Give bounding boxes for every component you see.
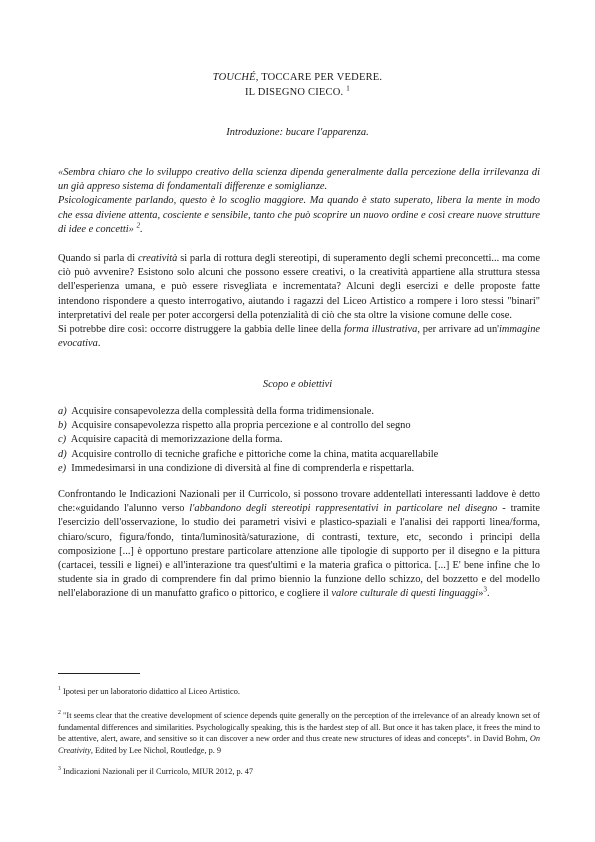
quote-paragraph-2 (58, 194, 540, 237)
document-subtitle (0, 83, 595, 98)
p1-text-f: , per arrivare ad un' (417, 324, 500, 336)
quote-end: . (140, 223, 143, 235)
footnote-1-number: 1 (58, 686, 61, 693)
list-item (58, 448, 540, 462)
p2-text-e: » (478, 588, 484, 600)
footnote-3-number: 3 (58, 766, 61, 773)
section-heading-scopo: Scopo e obiettivi (262, 379, 333, 390)
p1-text-b: creatività (137, 253, 178, 264)
list-item (58, 419, 540, 433)
list-item-text: Acquisire capacità di memorizzazione della forma. (70, 434, 283, 446)
p2-text-f: . (487, 588, 490, 600)
p1-text-g: immagine evocativa (58, 324, 540, 350)
footnote-2-number: 2 (58, 710, 61, 717)
paragraph-indicazioni (58, 488, 540, 602)
footnote-1 (58, 686, 540, 698)
p1-text-h: . (97, 338, 101, 350)
footnote-2-text-a: "It seems clear that the creative development of science depends quite generally on the perception of the irrelevance of an already known set of fundamental differences and similarities. Psychologically speaking, this is the hardest step of all. But once it has taken place, it frees the mind to be attentive, alert, aware, and sensitive so it can discover a new order and thus create new structures of ideas and concepts". in David Bohm, (58, 711, 540, 744)
footnote-2-text-b: On Creativity (58, 734, 540, 755)
footnote-2-text-c: , Edited by Lee Nichol, Routledge, p. 9 (90, 745, 222, 755)
footnote-ref-2: 2 (136, 221, 141, 230)
p1-text-c: si parla di rottura degli stereotipi, di superamento degli schemi preconcetti... ma come ciò può avvenire? Esistono solo alcuni che possono essere creativi, o la creatività appartiene alla struttura stessa dell'esperienza umana, e può essere risvegliata e incrementata? Alcuni degli esercizi e delle proposte fatte intendono rispondere a questo interrogativo, aiutando i ragazzi del Liceo Artistico a rompere i loro stessi "binari" interpretativi del reale per poter accorgersi della potenzialità di ciò che sta oltre la visione comune delle cose. (58, 253, 540, 321)
list-item-letter: e) (58, 462, 67, 474)
list-item-letter: b) (58, 420, 67, 432)
list-item-text: Acquisire consapevolezza della complessità della forma tridimensionale. (71, 406, 374, 417)
p1-text-a: Quando si parla di (58, 253, 138, 264)
footnote-3 (58, 766, 540, 778)
paragraph-creativity-part-1 (58, 252, 540, 323)
footnote-1-text: Ipotesi per un laboratorio didattico al Liceo Artistico. (62, 687, 240, 696)
subtitle-text: IL DISEGNO CIECO. (244, 87, 344, 98)
paragraph-creativity-part-2 (58, 323, 540, 351)
list-item (58, 462, 540, 476)
title-rest: , TOCCARE PER VEDERE. (255, 72, 383, 83)
footnote-3-text: Indicazioni Nazionali per il Curricolo, MIUR 2012, p. 47 (62, 767, 254, 776)
list-item-letter: d) (58, 448, 67, 460)
document-title (0, 72, 595, 83)
section-heading-introduzione: Introduzione: bucare l'apparenza. (226, 127, 369, 138)
footnote-ref-3: 3 (483, 585, 488, 594)
list-item (58, 433, 540, 447)
quote-paragraph-2-text: Psicologicamente parlando, questo è lo scoglio maggiore. Ma quando è stato superato, libera la mente in modo che essa diviene attenta, cosciente e sensibile, tanto che può scoprire un nuovo ordine e così creare nuove strutture di idee e concetti» (58, 195, 540, 235)
p1-text-e: forma illustrativa (344, 324, 418, 336)
list-item-letter: c) (58, 434, 67, 446)
footnote-ref-1: 1 (346, 83, 351, 93)
list-item-text: Acquisire controllo di tecniche grafiche e pittoriche come la china, matita acquarellabile (71, 448, 439, 460)
list-item-text: Immedesimarsi in una condizione di diversità al fine di comprenderla e rispettarla. (71, 462, 415, 474)
p2-text-a: Confrontando le Indicazioni Nazionali per il Curricolo, si possono trovare addentellati interessanti laddove è detto che:«guidando l'alunno verso (58, 489, 540, 515)
list-item-text: Acquisire consapevolezza rispetto alla propria percezione e al controllo del segno (71, 420, 411, 432)
title-italic: TOUCHÉ (212, 72, 256, 83)
p2-text-b: l'abbandono degli stereotipi rappresentativi in particolare nel disegno (189, 503, 498, 515)
opening-quote (58, 166, 540, 237)
list-item-letter: a) (58, 406, 67, 417)
list-item (58, 405, 540, 419)
footnote-divider (58, 673, 140, 674)
objectives-list (58, 405, 540, 476)
p2-text-c: - tramite l'esercizio dell'osservazione, lo studio dei parametri visivi e plastico-spaziali e l'analisi dei rapporti linea/forma, chiaro/scuro, figura/fondo, tinta/luminosità/saturazione, di contrasti, texture, etc, secondo i principi della composizione [...] è opportuno prestare particolare attenzione alle tipologie di supporto per il disegno e la pittura (cartacei, tessili e lignei) e all'interazione tra quest'ultimi e la materia grafica o pittorica. [...] E' bene infine che lo studente sia in grado di comprendere fin dal primo biennio la funzione dello schizzo, del bozzetto e del modello nell'elaborazione di un manufatto grafico o pittorico, e cogliere il (58, 503, 540, 600)
footnote-2 (58, 710, 540, 756)
p1-text-d: Si potrebbe dire così: occorre distruggere la gabbia delle linee della (58, 324, 344, 336)
paragraph-creativity (58, 252, 540, 351)
p2-text-d: valore culturale di questi linguaggi (331, 588, 479, 600)
quote-paragraph-1: «Sembra chiaro che lo sviluppo creativo della scienza dipenda generalmente dalla percezione della irrilevanza di un già appreso sistema di fondamentali differenze e somiglianze. (58, 167, 540, 193)
